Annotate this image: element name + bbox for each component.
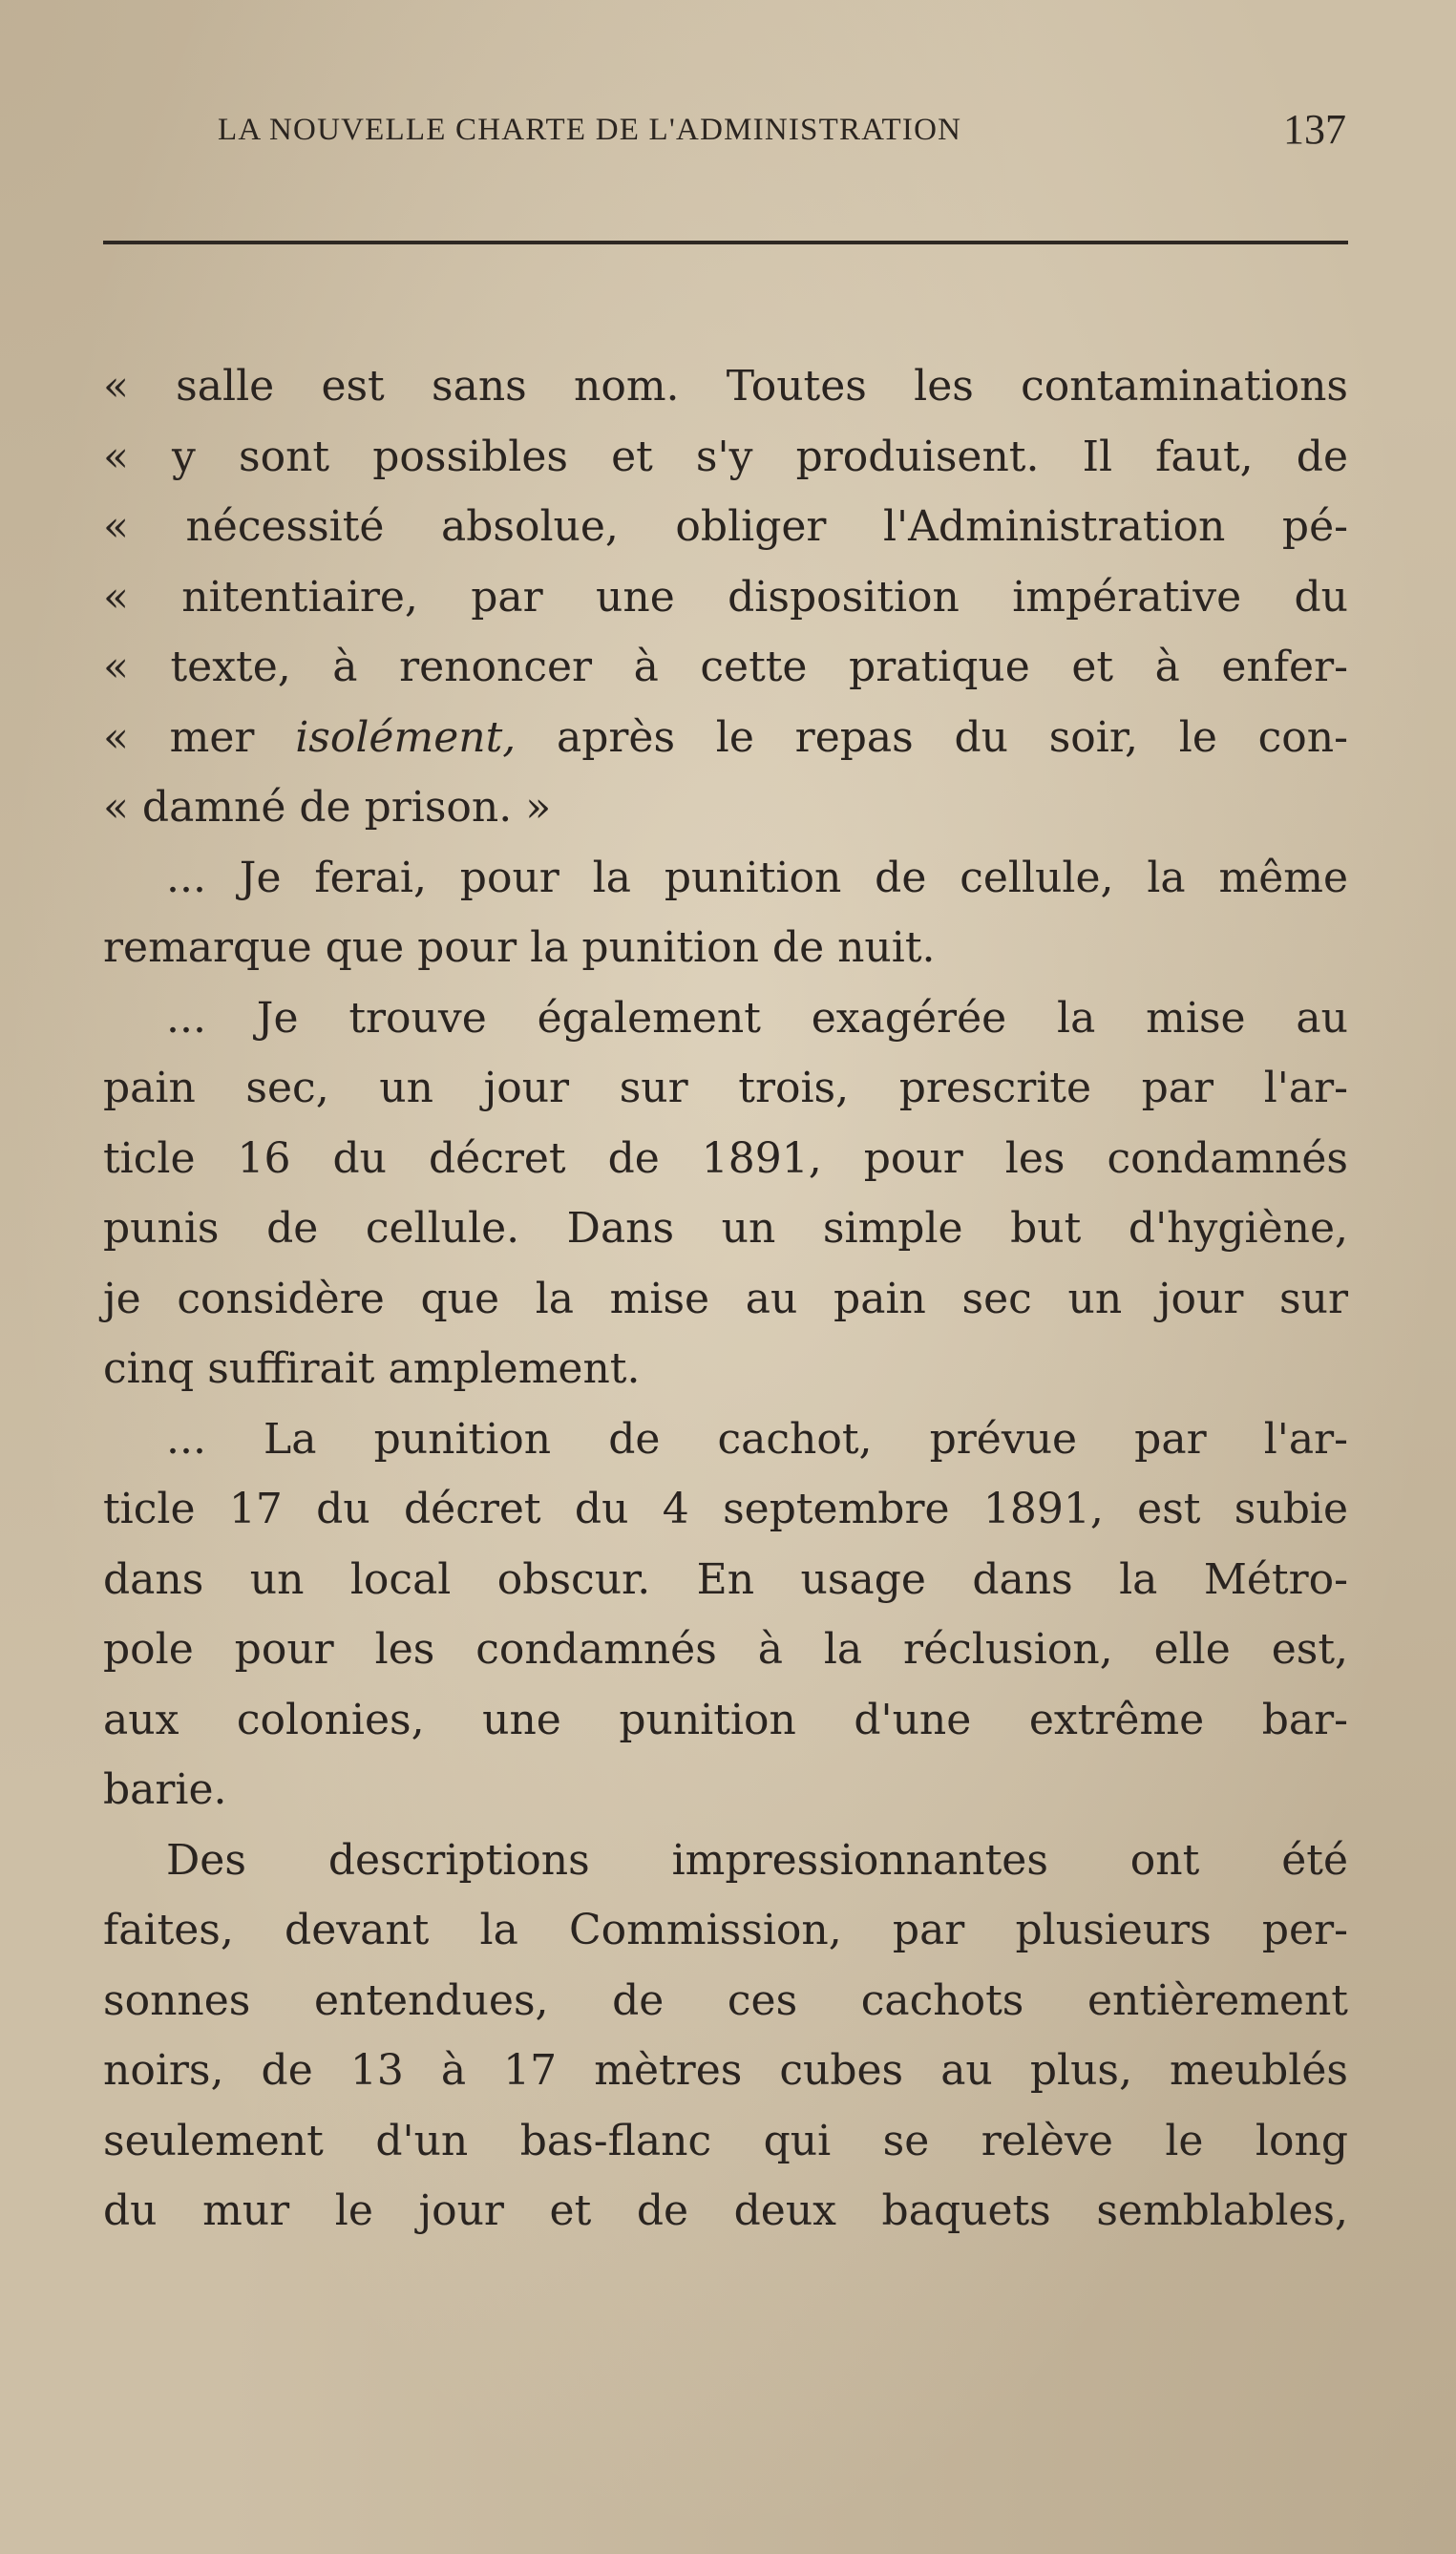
page-number: 137	[1283, 106, 1346, 153]
text-line: pole pour les condamnés à la réclusion, elle est,	[103, 1625, 1348, 1674]
text-line: du mur le jour et de deux baquets semblables,	[103, 2186, 1348, 2235]
italic-word: isolément,	[295, 712, 517, 762]
running-head	[105, 106, 1346, 170]
text-line: ... La punition de cachot, prévue par l'ar-	[166, 1414, 1348, 1464]
text-line: ... Je ferai, pour la punition de cellule, la même	[166, 853, 1348, 902]
text-line: faites, devant la Commission, par plusieurs per-	[103, 1906, 1348, 1954]
text-line: « nitentiaire, par une disposition impérative du	[103, 572, 1348, 622]
text-fragment: après le repas du soir, le con-	[557, 712, 1348, 762]
text-line: je considère que la mise au pain sec un jour sur	[103, 1274, 1348, 1323]
text-line: punis de cellule. Dans un simple but d'hygiène,	[103, 1204, 1348, 1253]
text-line: ticle 16 du décret de 1891, pour les condamnés	[103, 1133, 1348, 1183]
text-line: « texte, à renoncer à cette pratique et à enfer-	[103, 643, 1348, 691]
text-line: aux colonies, une punition d'une extrême bar-	[103, 1695, 1348, 1744]
running-title: LA NOUVELLE CHARTE DE L'ADMINISTRATION	[218, 113, 962, 147]
body-text	[103, 351, 1348, 2247]
text-line-with-italic	[103, 703, 1348, 773]
text-line: ... Je trouve également exagérée la mise au	[166, 993, 1348, 1043]
header-rule	[103, 241, 1348, 244]
text-line: sonnes entendues, de ces cachots entièrement	[103, 1975, 1348, 2025]
text-line: ticle 17 du décret du 4 septembre 1891, est subie	[103, 1485, 1348, 1533]
text-line: noirs, de 13 à 17 mètres cubes au plus, meublés	[103, 2046, 1348, 2095]
text-line: remarque que pour la punition de nuit.	[103, 923, 936, 972]
text-line: « nécessité absolue, obliger l'Administration pé-	[103, 502, 1348, 551]
text-line: « y sont possibles et s'y produisent. Il faut, de	[103, 432, 1348, 481]
text-line: Des descriptions impressionnantes ont été	[166, 1835, 1348, 1885]
text-line: dans un local obscur. En usage dans la Métro-	[103, 1554, 1348, 1604]
text-line: barie.	[103, 1765, 227, 1814]
text-line: « damné de prison. »	[103, 783, 552, 832]
text-line: « salle est sans nom. Toutes les contaminations	[103, 362, 1348, 411]
text-fragment: « mer	[103, 712, 255, 762]
text-line: seulement d'un bas-flanc qui se relève le long	[103, 2116, 1348, 2165]
text-line: pain sec, un jour sur trois, prescrite par l'ar-	[103, 1064, 1348, 1112]
text-line: cinq suffirait amplement.	[103, 1344, 641, 1393]
